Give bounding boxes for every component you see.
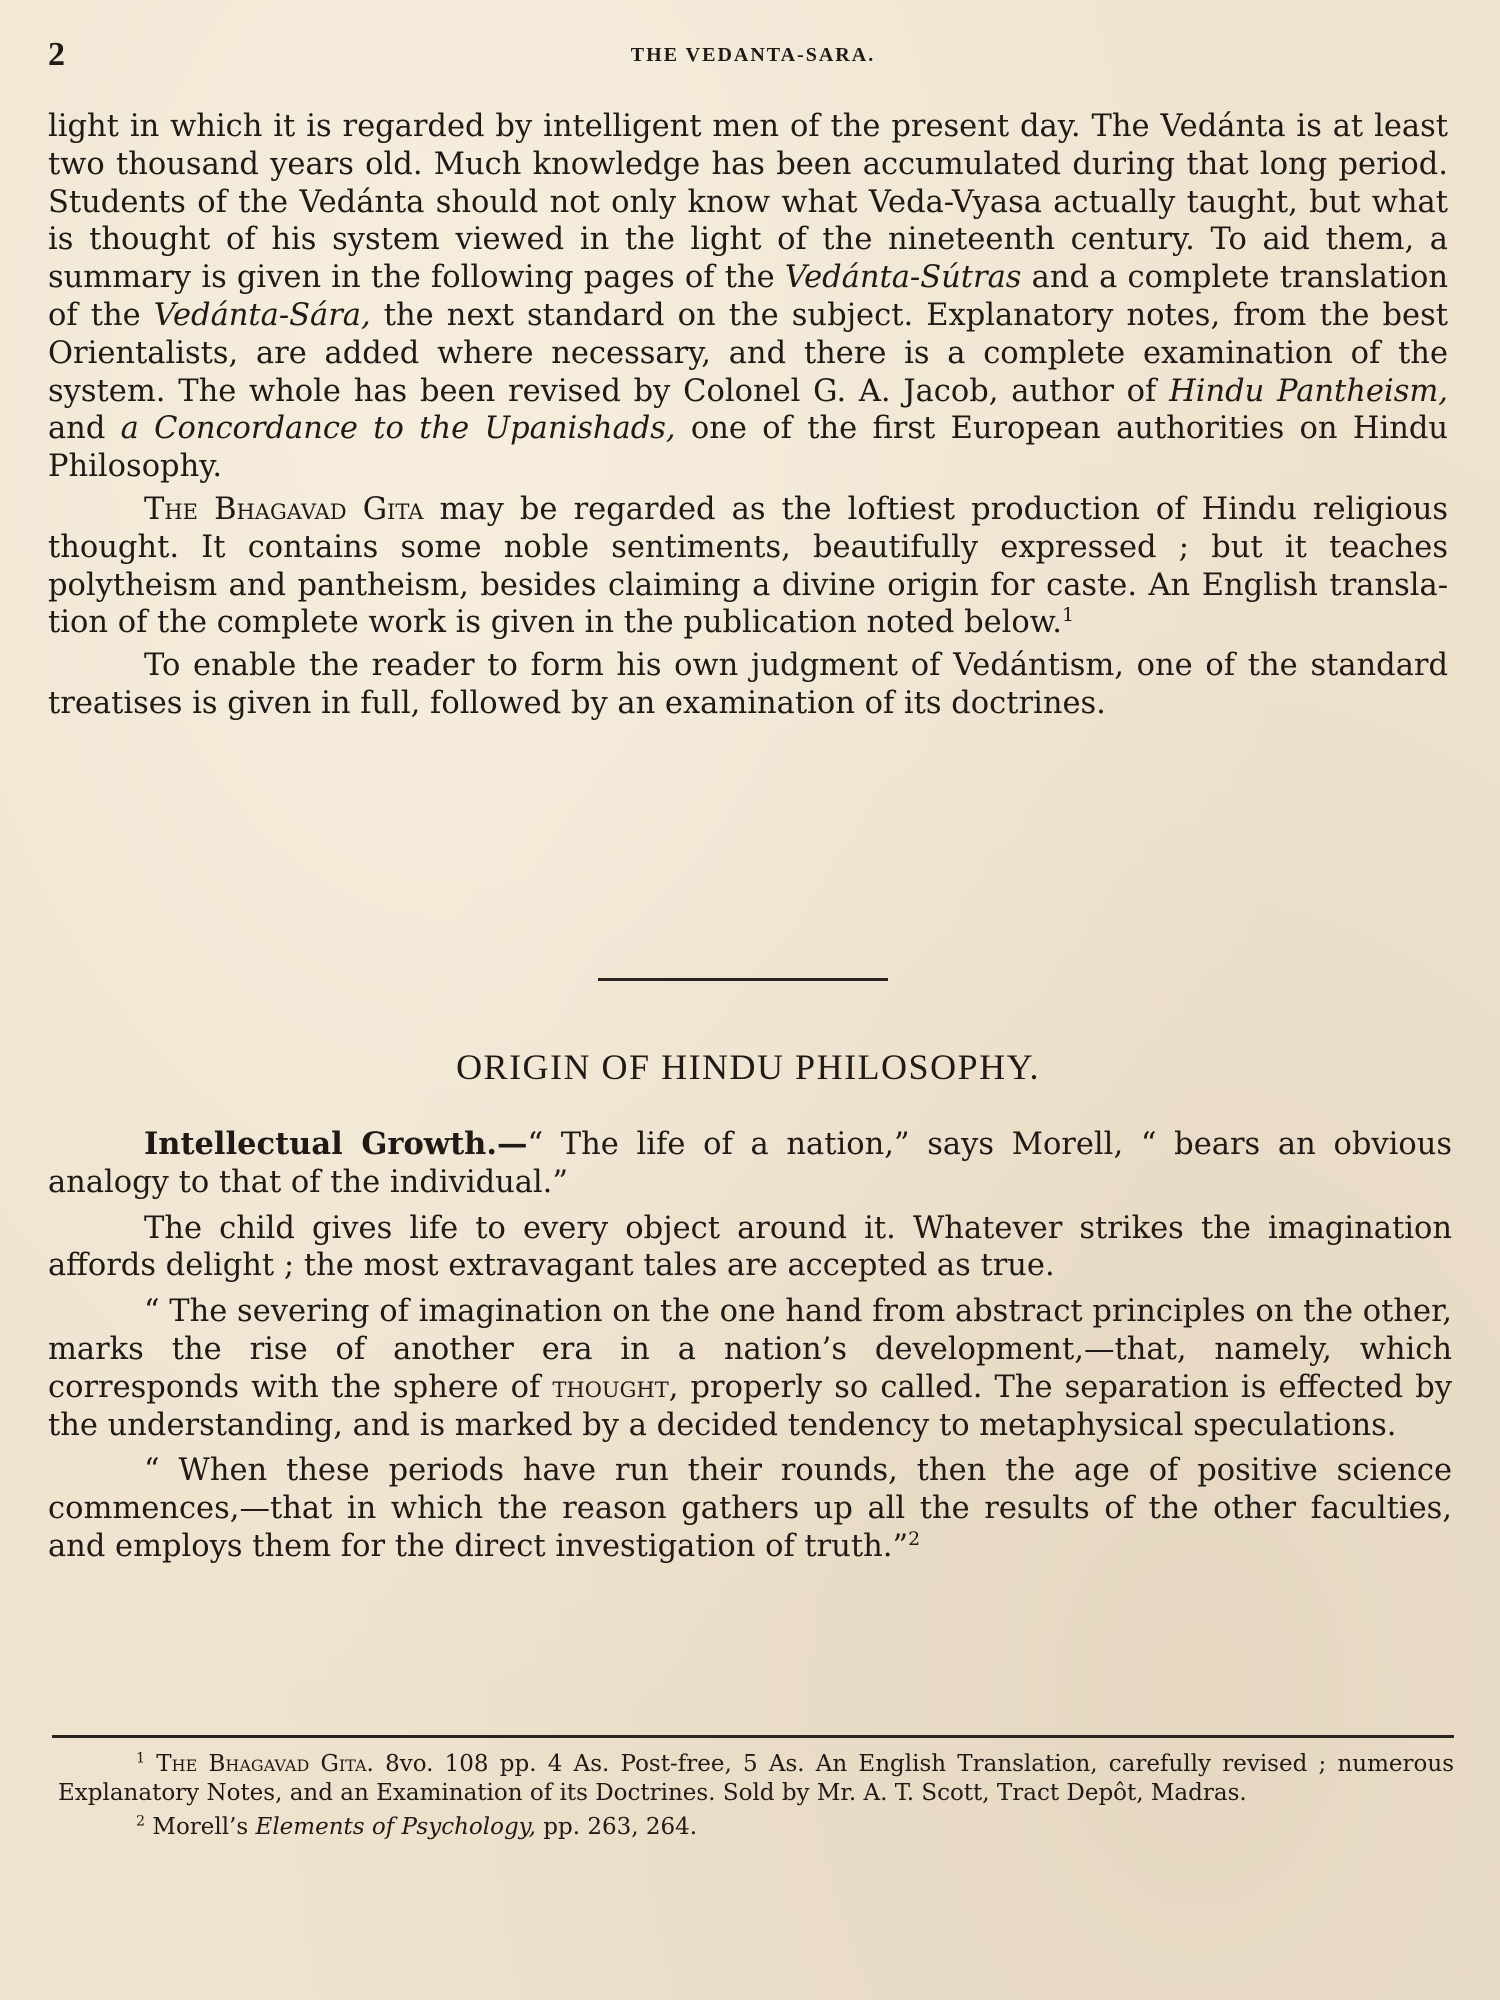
section-paragraph-3 (48, 1293, 1452, 1444)
intro-paragraph-2 (48, 491, 1448, 642)
section-p3-text-a: “ The severing of imagination on the one hand from abstract principles on the other, marks the rise of another era in a nation’s development,—that, namely, which corresponds with the sphere of (48, 1294, 1452, 1405)
footnote-1-text: . 8vo. 108 pp. 4 As. Post-free, 5 As. An English Translation, carefully revised ; numerous Explanatory Notes, and an Examination of its Doctrines. Sold by Mr. A. T. Scott, Tract Depôt, Madras. (58, 1751, 1454, 1806)
section-text (48, 1126, 1452, 1574)
intro-text (48, 108, 1448, 728)
intro-p1-title-vedanta-sutras: Vedánta-Sútras (784, 260, 1022, 296)
footnote-ref-2: 2 (908, 1527, 921, 1550)
section-p3-thought: thought (552, 1369, 669, 1405)
footnotes (58, 1750, 1454, 1848)
footnote-2-title: Elements of Psychology, (255, 1814, 536, 1840)
footnote-2-pages: pp. 263, 264. (535, 1814, 698, 1840)
footnote-2-mark: 2 (136, 1813, 146, 1830)
footnote-1 (58, 1750, 1454, 1807)
footnote-2-author: Morell’s (145, 1814, 256, 1840)
intro-p1-text-i: one of the first European authorities on Hindu Philosophy. (48, 411, 1449, 485)
footnote-1-mark: 1 (136, 1750, 146, 1767)
intro-p1-text-c: and a complete translation of the (48, 260, 1449, 333)
section-paragraph-1 (48, 1126, 1452, 1202)
section-paragraph-4 (48, 1452, 1452, 1565)
section-paragraph-2: The child gives life to every object around it. Whatever strikes the imagination affords delight ; the most extravagant tales are accepted as true. (48, 1210, 1452, 1284)
footnote-1-title: The Bhagavad Gita (145, 1751, 367, 1777)
intro-paragraph-1 (48, 108, 1448, 486)
intro-p2-text: may be regarded as the loftiest production of Hindu religious thought. It contains some noble sentiments, beautifully expressed ; but it teaches polytheism and pantheism, besides claiming a divine origin for caste. An English translation of the complete work is given in the publication noted below. (48, 491, 1448, 641)
intro-p1-title-vedanta-sara: Vedánta-Sára, (153, 297, 371, 333)
section-p1-text: “ The life of a nation,” says Morell, “ bears an obvious analogy to that of the individual.” (48, 1127, 1452, 1200)
running-title: THE VEDANTA-SARA. (630, 44, 876, 66)
intro-p1-title-hindu-pantheism: Hindu Pantheism, (1169, 373, 1448, 409)
section-heading: ORIGIN OF HINDU PHILOSOPHY. (456, 1047, 1040, 1087)
footnote-rule (52, 1735, 1454, 1738)
intro-p1-text-g: and (48, 411, 121, 447)
footnote-ref-1: 1 (1061, 604, 1074, 627)
section-p3-text-c: , properly so called. The separation is effected by the understanding, and is marked by a decided tendency to metaphysical speculations. (48, 1369, 1452, 1443)
intro-paragraph-3: To enable the reader to form his own judgment of Vedántism, one of the standard treatises is given in full, followed by an examination of its doctrines. (48, 648, 1448, 721)
intro-p1-title-concordance: a Concordance to the Upanishads, (120, 411, 676, 447)
intro-p1-text-a: light in which it is regarded by intelligent men of the present day. The Vedánta is at least two thousand years old. Much knowledge has been accumulated during that long period. Students of the Vedánta should not only know what Veda-Vyasa actually taught, but what is thought of his system viewed in the light of the nineteenth century. To aid them, a summary is given in the following pages of the (48, 109, 1448, 296)
section-divider (598, 978, 888, 981)
footnote-2 (58, 1813, 1454, 1842)
intro-p1-text-e: the next standard on the subject. Explanatory notes, from the best Orientalists, are added where necessary, and there is a complete examination of the system. The whole has been revised by Colonel G. A. Jacob, author of (48, 297, 1448, 409)
intro-p2-bhagavad-gita: The Bhagavad Gita (144, 491, 424, 527)
run-in-heading: Intellectual Growth.— (144, 1126, 528, 1162)
running-head (48, 36, 1458, 76)
page-number: 2 (48, 36, 65, 73)
section-p4-text: “ When these periods have run their rounds, then the age of positive science commences,—that in which the reason gathers up all the results of the other faculties, and employs them for the direct investigation of truth.” (48, 1453, 1452, 1564)
